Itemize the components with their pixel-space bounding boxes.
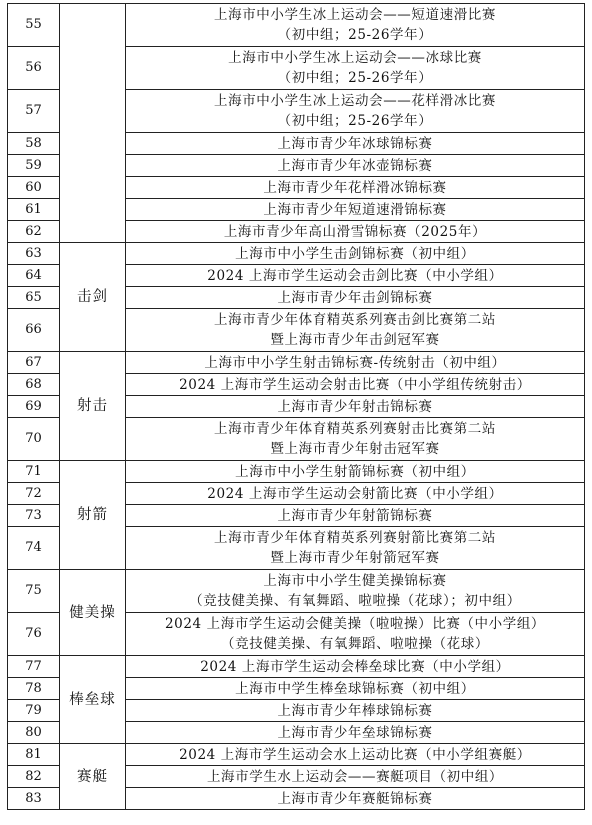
category-cell: 棒垒球 [60, 656, 126, 744]
event-name-cell [126, 4, 585, 47]
event-name-cell [126, 133, 585, 155]
event-name-cell [126, 418, 585, 461]
row-number: 77 [8, 656, 60, 678]
row-number: 72 [8, 483, 60, 505]
event-name-cell [126, 766, 585, 788]
event-name-cell [126, 483, 585, 505]
category-cell: 健美操 [60, 570, 126, 656]
event-name-line: 上海市中小学生冰上运动会——冰球比赛 [228, 50, 482, 66]
event-name-cell [126, 374, 585, 396]
category-cell [60, 4, 126, 243]
row-number: 71 [8, 461, 60, 483]
event-name-line: 2024 上海市学生运动会水上运动比赛（中小学组赛艇） [179, 746, 531, 763]
table-row [8, 744, 585, 766]
event-name-line: 上海市青少年冰壶锦标赛 [277, 157, 433, 174]
event-name-line: 上海市青少年体育精英系列赛击剑比赛第二站 [214, 312, 496, 328]
row-number: 62 [8, 221, 60, 243]
event-name-cell [126, 47, 585, 90]
event-name-line: 2024 上海市学生运动会射击比赛（中小学组传统射击） [179, 376, 531, 393]
event-name-cell [126, 221, 585, 243]
event-name-line: （初中组；25-26学年） [277, 27, 433, 43]
event-name-cell [126, 287, 585, 309]
event-name-cell [126, 90, 585, 133]
event-name-line: 上海市青少年高山滑雪锦标赛（2025年） [223, 223, 487, 240]
event-name-line: 2024 上海市学生运动会击剑比赛（中小学组） [207, 267, 503, 284]
event-name-line: 上海市中小学生冰上运动会——短道速滑比赛 [214, 7, 496, 23]
category-cell: 射箭 [60, 461, 126, 570]
row-number: 69 [8, 396, 60, 418]
event-name-cell [126, 744, 585, 766]
row-number: 82 [8, 766, 60, 788]
event-name-line: 上海市青少年赛艇锦标赛 [277, 790, 433, 807]
row-number: 66 [8, 309, 60, 352]
table-row [8, 570, 585, 613]
category-cell: 射击 [60, 352, 126, 461]
event-name-line: 暨上海市青少年射箭冠军赛 [270, 550, 440, 566]
event-name-line: 上海市学生水上运动会——赛艇项目（初中组） [206, 768, 504, 785]
event-name-line: （竞技健美操、有氧舞蹈、啦啦操（花球）；初中组） [189, 593, 521, 609]
event-name-line: （初中组；25-26学年） [277, 113, 433, 129]
row-number: 78 [8, 678, 60, 700]
category-cell: 赛艇 [60, 744, 126, 810]
event-name-line: 2024 上海市学生运动会健美操（啦啦操）比赛（中小学组） [164, 616, 546, 632]
table-row [8, 461, 585, 483]
event-name-line: 上海市青少年冰球锦标赛 [277, 135, 433, 152]
event-name-line: 上海市青少年射箭锦标赛 [277, 507, 433, 524]
row-number: 61 [8, 199, 60, 221]
row-number: 83 [8, 788, 60, 810]
row-number: 58 [8, 133, 60, 155]
row-number: 81 [8, 744, 60, 766]
event-name-cell [126, 527, 585, 570]
row-number: 56 [8, 47, 60, 90]
event-name-cell [126, 678, 585, 700]
row-number: 79 [8, 700, 60, 722]
table-row [8, 243, 585, 265]
row-number: 60 [8, 177, 60, 199]
event-name-cell [126, 505, 585, 527]
row-number: 63 [8, 243, 60, 265]
row-number: 74 [8, 527, 60, 570]
row-number: 59 [8, 155, 60, 177]
event-name-line: 上海市青少年短道速滑锦标赛 [263, 201, 447, 218]
event-name-cell [126, 613, 585, 656]
table-row [8, 656, 585, 678]
event-name-line: 上海市青少年击剑锦标赛 [277, 289, 433, 306]
event-name-cell [126, 396, 585, 418]
event-name-cell [126, 788, 585, 810]
event-name-line: （竞技健美操、有氧舞蹈、啦啦操（花球） [221, 636, 489, 652]
event-name-cell [126, 177, 585, 199]
event-name-cell [126, 199, 585, 221]
row-number: 55 [8, 4, 60, 47]
category-cell: 击剑 [60, 243, 126, 352]
event-name-cell [126, 461, 585, 483]
event-name-line: 上海市中小学生射击锦标赛-传统射击（初中组） [204, 354, 506, 371]
event-name-line: 2024 上海市学生运动会射箭比赛（中小学组） [207, 485, 503, 502]
row-number: 73 [8, 505, 60, 527]
row-number: 67 [8, 352, 60, 374]
event-name-cell [126, 243, 585, 265]
event-name-cell [126, 700, 585, 722]
event-name-line: 上海市中小学生射箭锦标赛（初中组） [235, 463, 475, 480]
event-name-cell [126, 309, 585, 352]
row-number: 64 [8, 265, 60, 287]
event-name-line: 上海市中学生棒垒球锦标赛（初中组） [235, 680, 475, 697]
event-name-line: 暨上海市青少年击剑冠军赛 [270, 332, 440, 348]
event-name-line: 上海市青少年棒球锦标赛 [277, 702, 433, 719]
event-name-line: 上海市青少年体育精英系列赛射击比赛第二站 [214, 421, 496, 437]
row-number: 80 [8, 722, 60, 744]
event-name-line: 上海市中小学生冰上运动会——花样滑冰比赛 [214, 93, 496, 109]
row-number: 68 [8, 374, 60, 396]
event-name-line: 上海市中小学生健美操锦标赛 [263, 573, 447, 589]
event-name-line: 上海市青少年花样滑冰锦标赛 [263, 179, 447, 196]
row-number: 76 [8, 613, 60, 656]
row-number: 75 [8, 570, 60, 613]
table-row [8, 4, 585, 47]
table-row [8, 352, 585, 374]
event-name-cell [126, 722, 585, 744]
row-number: 57 [8, 90, 60, 133]
event-name-cell [126, 570, 585, 613]
event-name-line: 上海市中小学生击剑锦标赛（初中组） [235, 245, 475, 262]
event-name-cell [126, 352, 585, 374]
event-name-cell [126, 265, 585, 287]
event-name-cell [126, 656, 585, 678]
row-number: 70 [8, 418, 60, 461]
event-name-line: 上海市青少年垒球锦标赛 [277, 724, 433, 741]
event-name-line: 2024 上海市学生运动会棒垒球比赛（中小学组） [200, 658, 510, 675]
row-number: 65 [8, 287, 60, 309]
event-name-line: （初中组；25-26学年） [277, 70, 433, 86]
event-name-cell [126, 155, 585, 177]
events-table-body [8, 4, 585, 810]
event-name-line: 上海市青少年射击锦标赛 [277, 398, 433, 415]
event-name-line: 上海市青少年体育精英系列赛射箭比赛第二站 [214, 530, 496, 546]
event-name-line: 暨上海市青少年射击冠军赛 [270, 441, 440, 457]
events-table [7, 3, 585, 810]
